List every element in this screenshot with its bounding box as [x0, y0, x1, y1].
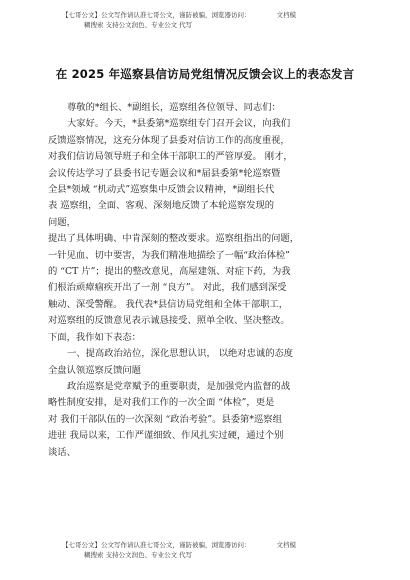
document-body	[48, 100, 366, 461]
footer-line-1	[62, 540, 362, 550]
body-line: 对巡察组的反馈意见表示诚恳接受、照单全收、坚决整改。	[48, 315, 290, 327]
watermark-header	[62, 10, 362, 30]
body-line: 全县*领域 “机动式”巡察集中反馈会议精神，*副组长代	[48, 184, 275, 196]
body-line: 表 巡察组，全面、客观、深刻地反馈了本轮巡察发现的	[48, 200, 275, 212]
section-heading: 一、提高政治站位，深化思想认识， 以绝对忠诚的态度	[67, 348, 294, 360]
header-line-2: 糊搜索 支持公文润色、专业公文 代写	[84, 21, 193, 29]
footer-line-1-text: 【七哥公文】公文写作请认准七哥公文，谨防被骗，浏览器访问：	[62, 541, 251, 549]
body-line: 政治巡察是党章赋予的重要职责，是加强党内监督的战	[67, 380, 291, 392]
header-line-1-text: 【七哥公文】公文写作请认准七哥公文，谨防被骗，浏览器访问：	[62, 11, 251, 19]
body-line: 的 “CT 片”；提出的整改意见，高屋建瓴、对症下药，为我	[48, 266, 291, 278]
document-title: 在 2025 年巡察县信访局党组情况反馈会议上的表态发言	[55, 67, 355, 81]
body-line: 对 我们干部队伍的一次深刻 “政治考验”。县委第*巡察组	[48, 413, 282, 425]
header-line-1-tail: 文档模	[276, 11, 296, 19]
body-line: 们根治顽瘴痼疾开出了一剂 “良方”。 对此，我们感到深受	[48, 282, 287, 294]
body-line: 谈话、	[48, 446, 76, 458]
body-line: 会议传达学习了县委书记专题会议和*届县委第*轮巡察暨	[48, 167, 281, 179]
watermark-footer	[62, 540, 362, 560]
body-line: 大家好。今天，*县委第*巡察组专门召开会议，向我们	[67, 118, 291, 130]
body-line: 反馈巡察情况，这充分体现了县委对信访工作的高度重视，	[48, 134, 290, 146]
section-heading-cont: 全盘认领巡察反馈问题	[48, 364, 141, 376]
body-line: 问题，	[48, 216, 76, 228]
body-line: 一针见血、切中要害，为我们精准地描绘了一幅“政治体检”	[48, 249, 290, 261]
body-line: 下面，我作如下表态：	[48, 331, 141, 343]
header-line-1	[62, 10, 362, 20]
footer-line-1-tail: 文档模	[276, 541, 296, 549]
body-line: 触动、深受警醒。 我代表*县信访局党组和全体干部职工，	[48, 298, 289, 310]
salutation: 尊敬的*组长、*副组长，巡察组各位领导、同志们：	[67, 102, 281, 113]
body-line: 进驻 我局以来，工作严谨细致、作风扎实过硬，通过个别	[48, 430, 284, 442]
footer-line-2: 糊搜索 支持公文润色、专业公文 代写	[84, 551, 193, 559]
body-line: 略性制度安排，是对我们工作的一次全面 “体检”，更是	[48, 397, 275, 409]
body-line: 对我们信访局领导班子和全体干部职工的严管厚爱。 刚才，	[48, 151, 293, 163]
body-line: 提出了具体明确、中肯深刻的整改要求。巡察组指出的问题，	[48, 233, 300, 245]
